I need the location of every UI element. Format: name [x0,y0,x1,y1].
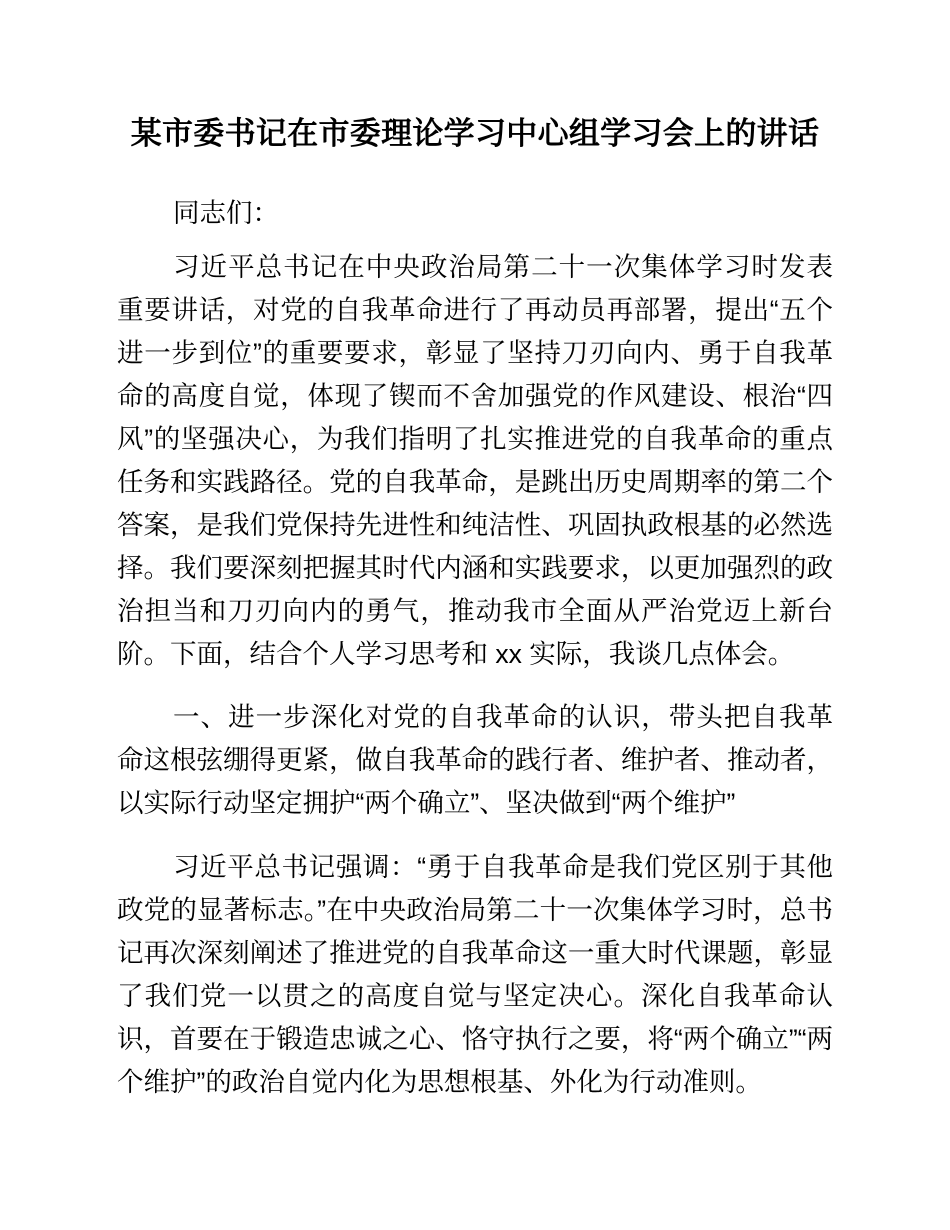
section-heading-one: 一、进一步深化对党的自我革命的认识，带头把自我革命这根弦绷得更紧，做自我革命的践行者、维护者、推动者，以实际行动坚定拥护“两个确立”、坚决做到“两个维护” [117,702,833,818]
page-title: 某市委书记在市委理论学习中心组学习会上的讲话 [130,116,820,151]
salutation-line: 同志们： [173,198,279,228]
opening-paragraph: 习近平总书记在中央政治局第二十一次集体学习时发表重要讲话，对党的自我革命进行了再动员再部署，提出“五个进一步到位”的重要要求，彰显了坚持刀刃向内、勇于自我革命的高度自觉，体现了锲而不舍加强党的作风建设、根治“四风”的坚强决心，为我们指明了扎实推进党的自我革命的重点任务和实践路径。党的自我革命，是跳出历史周期率的第二个答案，是我们党保持先进性和纯洁性、巩固执政根基的必然选择。我们要深刻把握其时代内涵和实践要求，以更加强烈的政治担当和刀刃向内的勇气，推动我市全面从严治党迈上新台阶。下面，结合个人学习思考和 xx 实际，我谈几点体会。 [117,252,833,669]
document-body [117,0,833,1104]
section-one-body: 习近平总书记强调：“勇于自我革命是我们党区别于其他政党的显著标志。”在中央政治局第二十一次集体学习时，总书记再次深刻阐述了推进党的自我革命这一重大时代课题，彰显了我们党一以贯之的高度自觉与坚定决心。深化自我革命认识，首要在于锻造忠诚之心、恪守执行之要，将“两个确立”“两个维护”的政治自觉内化为思想根基、外化为行动准则。 [117,852,833,1097]
